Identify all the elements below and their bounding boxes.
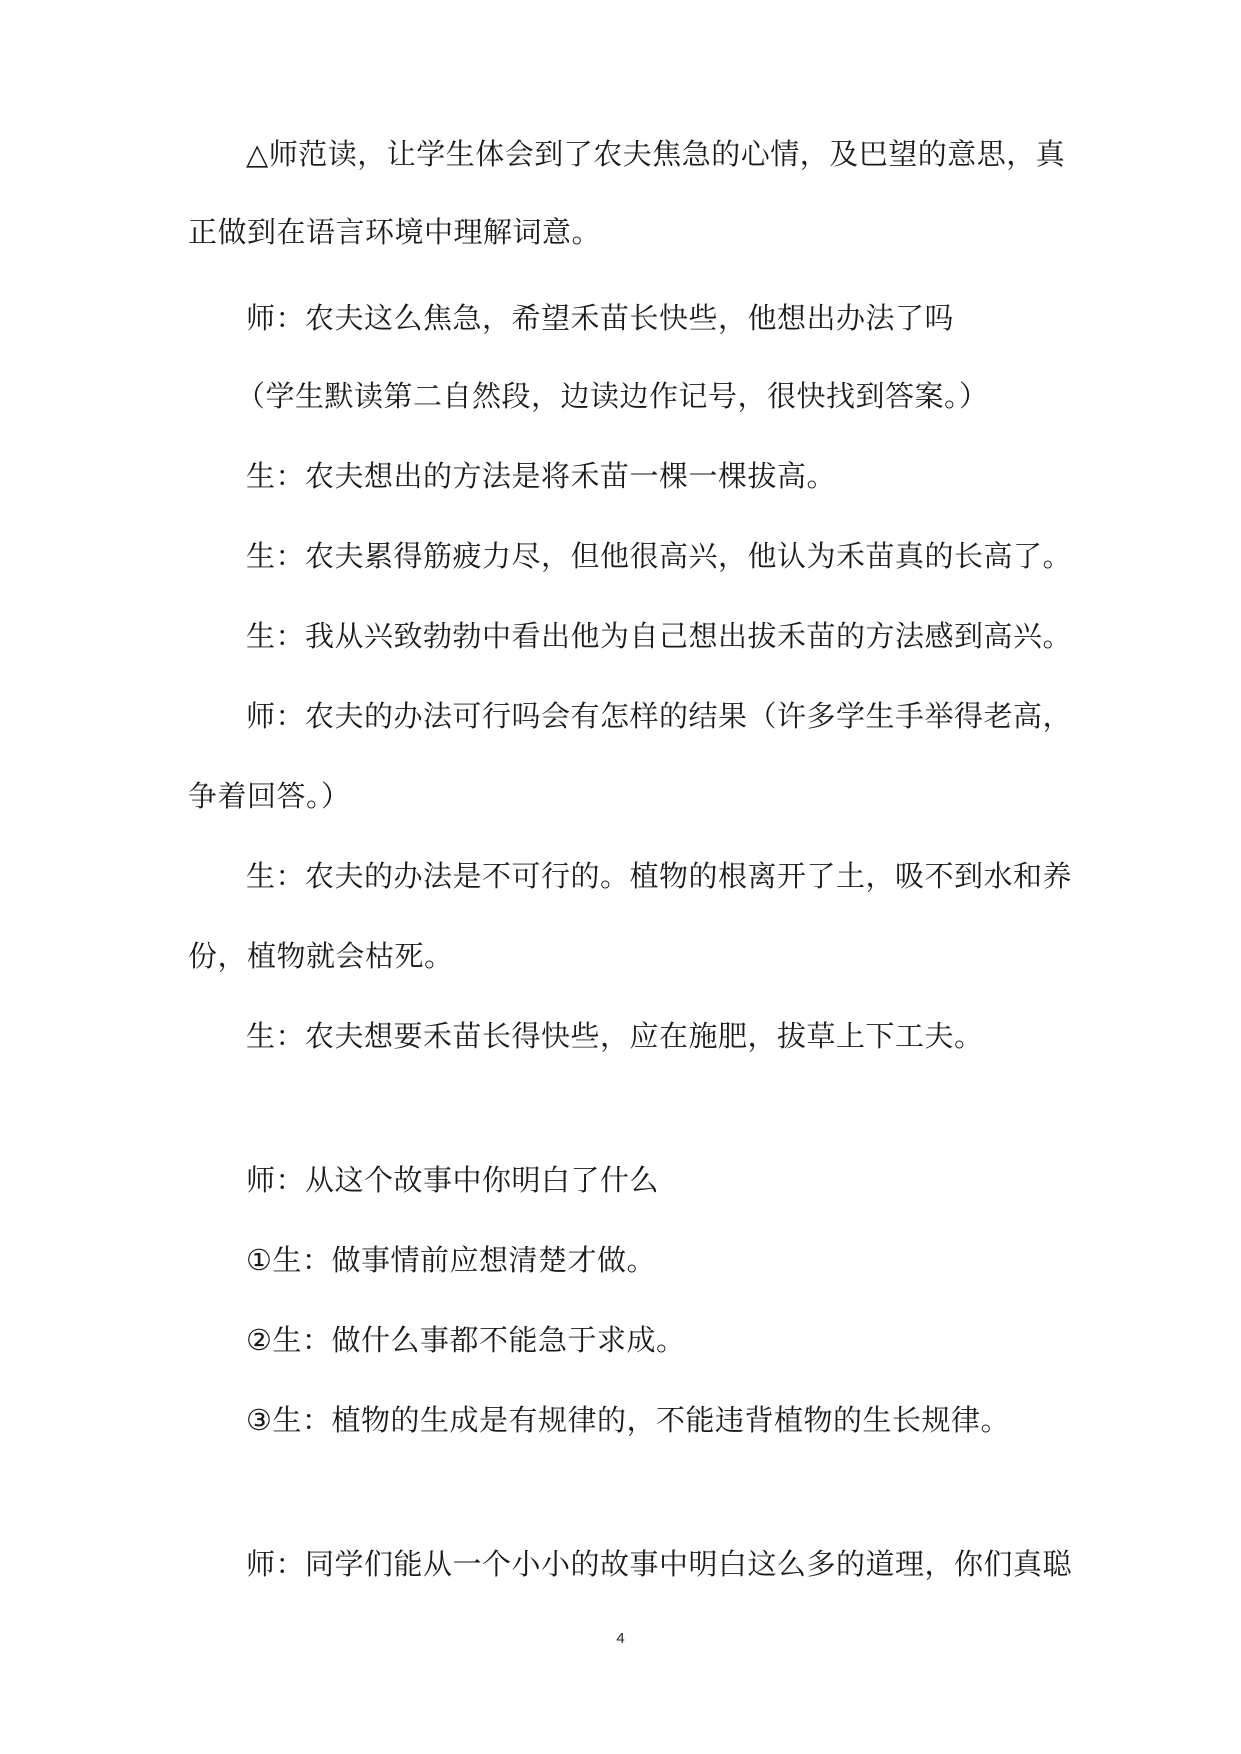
paragraph-5: 生：农夫累得筋疲力尽，但他很高兴，他认为禾苗真的长高了。 bbox=[246, 539, 1073, 573]
paragraph-13: ③生：植物的生成是有规律的，不能违背植物的生长规律。 bbox=[246, 1403, 1010, 1437]
paragraph-8 bbox=[188, 836, 1073, 996]
paragraph-1-line-1: △师范读，让学生体会到了农夫焦急的心情，及巴望的意思，真 bbox=[246, 137, 1066, 171]
paragraph-8-line-1: 生：农夫的办法是不可行的。植物的根离开了土，吸不到水和养 bbox=[246, 859, 1073, 893]
page-number: 4 bbox=[616, 1630, 625, 1647]
paragraph-11: ①生：做事情前应想清楚才做。 bbox=[246, 1243, 656, 1277]
paragraph-6: 生：我从兴致勃勃中看出他为自己想出拔禾苗的方法感到高兴。 bbox=[246, 619, 1073, 653]
paragraph-2: 师：农夫这么焦急，希望禾苗长快些，他想出办法了吗 bbox=[246, 301, 955, 335]
paragraph-7-line-1: 师：农夫的办法可行吗会有怎样的结果（许多学生手举得老高， bbox=[246, 699, 1073, 733]
paragraph-9: 生：农夫想要禾苗长得快些，应在施肥，拔草上下工夫。 bbox=[246, 1019, 984, 1053]
paragraph-3: （学生默读第二自然段，边读边作记号，很快找到答案。） bbox=[236, 379, 989, 413]
paragraph-1-line-2: 正做到在语言环境中理解词意。 bbox=[188, 215, 602, 249]
paragraph-7 bbox=[188, 676, 1073, 836]
paragraph-4: 生：农夫想出的方法是将禾苗一棵一棵拔高。 bbox=[246, 459, 837, 493]
paragraph-10: 师：从这个故事中你明白了什么 bbox=[246, 1163, 660, 1197]
paragraph-12: ②生：做什么事都不能急于求成。 bbox=[246, 1323, 686, 1357]
paragraph-14: 师：同学们能从一个小小的故事中明白这么多的道理，你们真聪 bbox=[246, 1547, 1073, 1581]
paragraph-1 bbox=[188, 114, 1068, 272]
paragraph-8-line-2: 份，植物就会枯死。 bbox=[188, 939, 454, 973]
paragraph-7-line-2: 争着回答。） bbox=[188, 779, 351, 813]
